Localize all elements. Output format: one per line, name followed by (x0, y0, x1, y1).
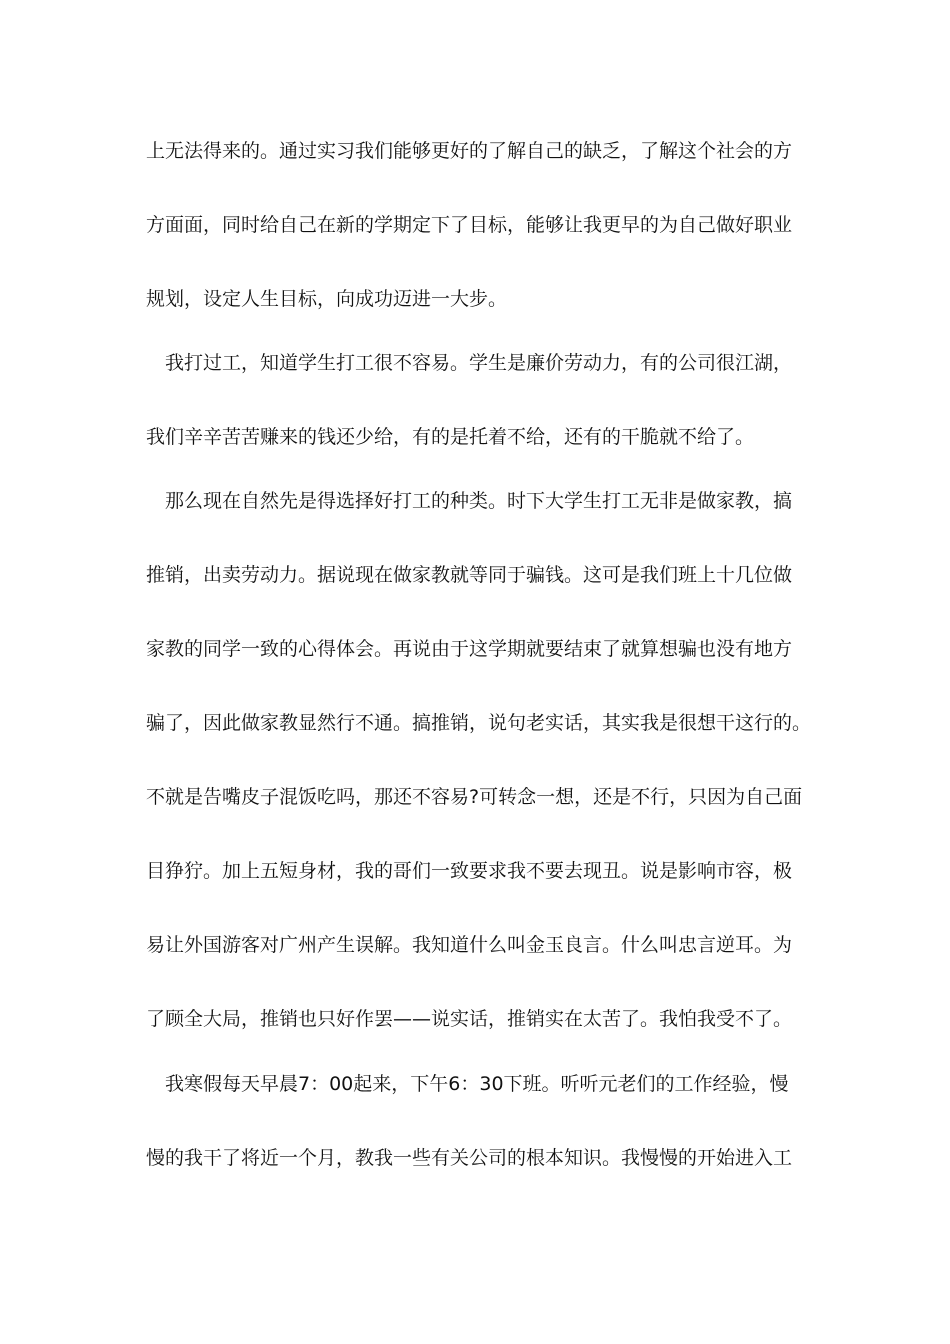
paragraph-first-line: 我寒假每天早晨7：00起来，下午6：30下班。听听元老们的工作经验，慢 (165, 1073, 789, 1095)
text-line: 慢的我干了将近一个月，教我一些有关公司的根本知识。我慢慢的开始进入工 (146, 1147, 793, 1169)
text-line: 方面面，同时给自己在新的学期定下了目标，能够让我更早的为自己做好职业 (146, 214, 793, 236)
text-line: 家教的同学一致的心得体会。再说由于这学期就要结束了就算想骗也没有地方 (146, 638, 793, 660)
text-line: 规划，设定人生目标，向成功迈进一大步。 (146, 288, 508, 310)
text-line: 我们辛辛苦苦赚来的钱还少给，有的是托着不给，还有的干脆就不给了。 (146, 426, 755, 448)
text-line: 上无法得来的。通过实习我们能够更好的了解自己的缺乏，了解这个社会的方 (146, 140, 793, 162)
text-line: 目狰狞。加上五短身材，我的哥们一致要求我不要去现丑。说是影响市容，极 (146, 860, 793, 882)
text-line: 不就是告嘴皮子混饭吃吗，那还不容易?可转念一想，还是不行，只因为自己面 (146, 786, 803, 808)
text-line: 了顾全大局，推销也只好作罢——说实话，推销实在太苦了。我怕我受不了。 (146, 1008, 793, 1030)
paragraph-first-line: 我打过工，知道学生打工很不容易。学生是廉价劳动力，有的公司很江湖， (165, 352, 793, 374)
text-line: 易让外国游客对广州产生误解。我知道什么叫金玉良言。什么叫忠言逆耳。为 (146, 934, 793, 956)
text-line: 推销，出卖劳动力。据说现在做家教就等同于骗钱。这可是我们班上十几位做 (146, 564, 793, 586)
text-line: 骗了，因此做家教显然行不通。搞推销，说句老实话，其实我是很想干这行的。 (146, 712, 812, 734)
paragraph-first-line: 那么现在自然先是得选择好打工的种类。时下大学生打工无非是做家教，搞 (165, 490, 793, 512)
